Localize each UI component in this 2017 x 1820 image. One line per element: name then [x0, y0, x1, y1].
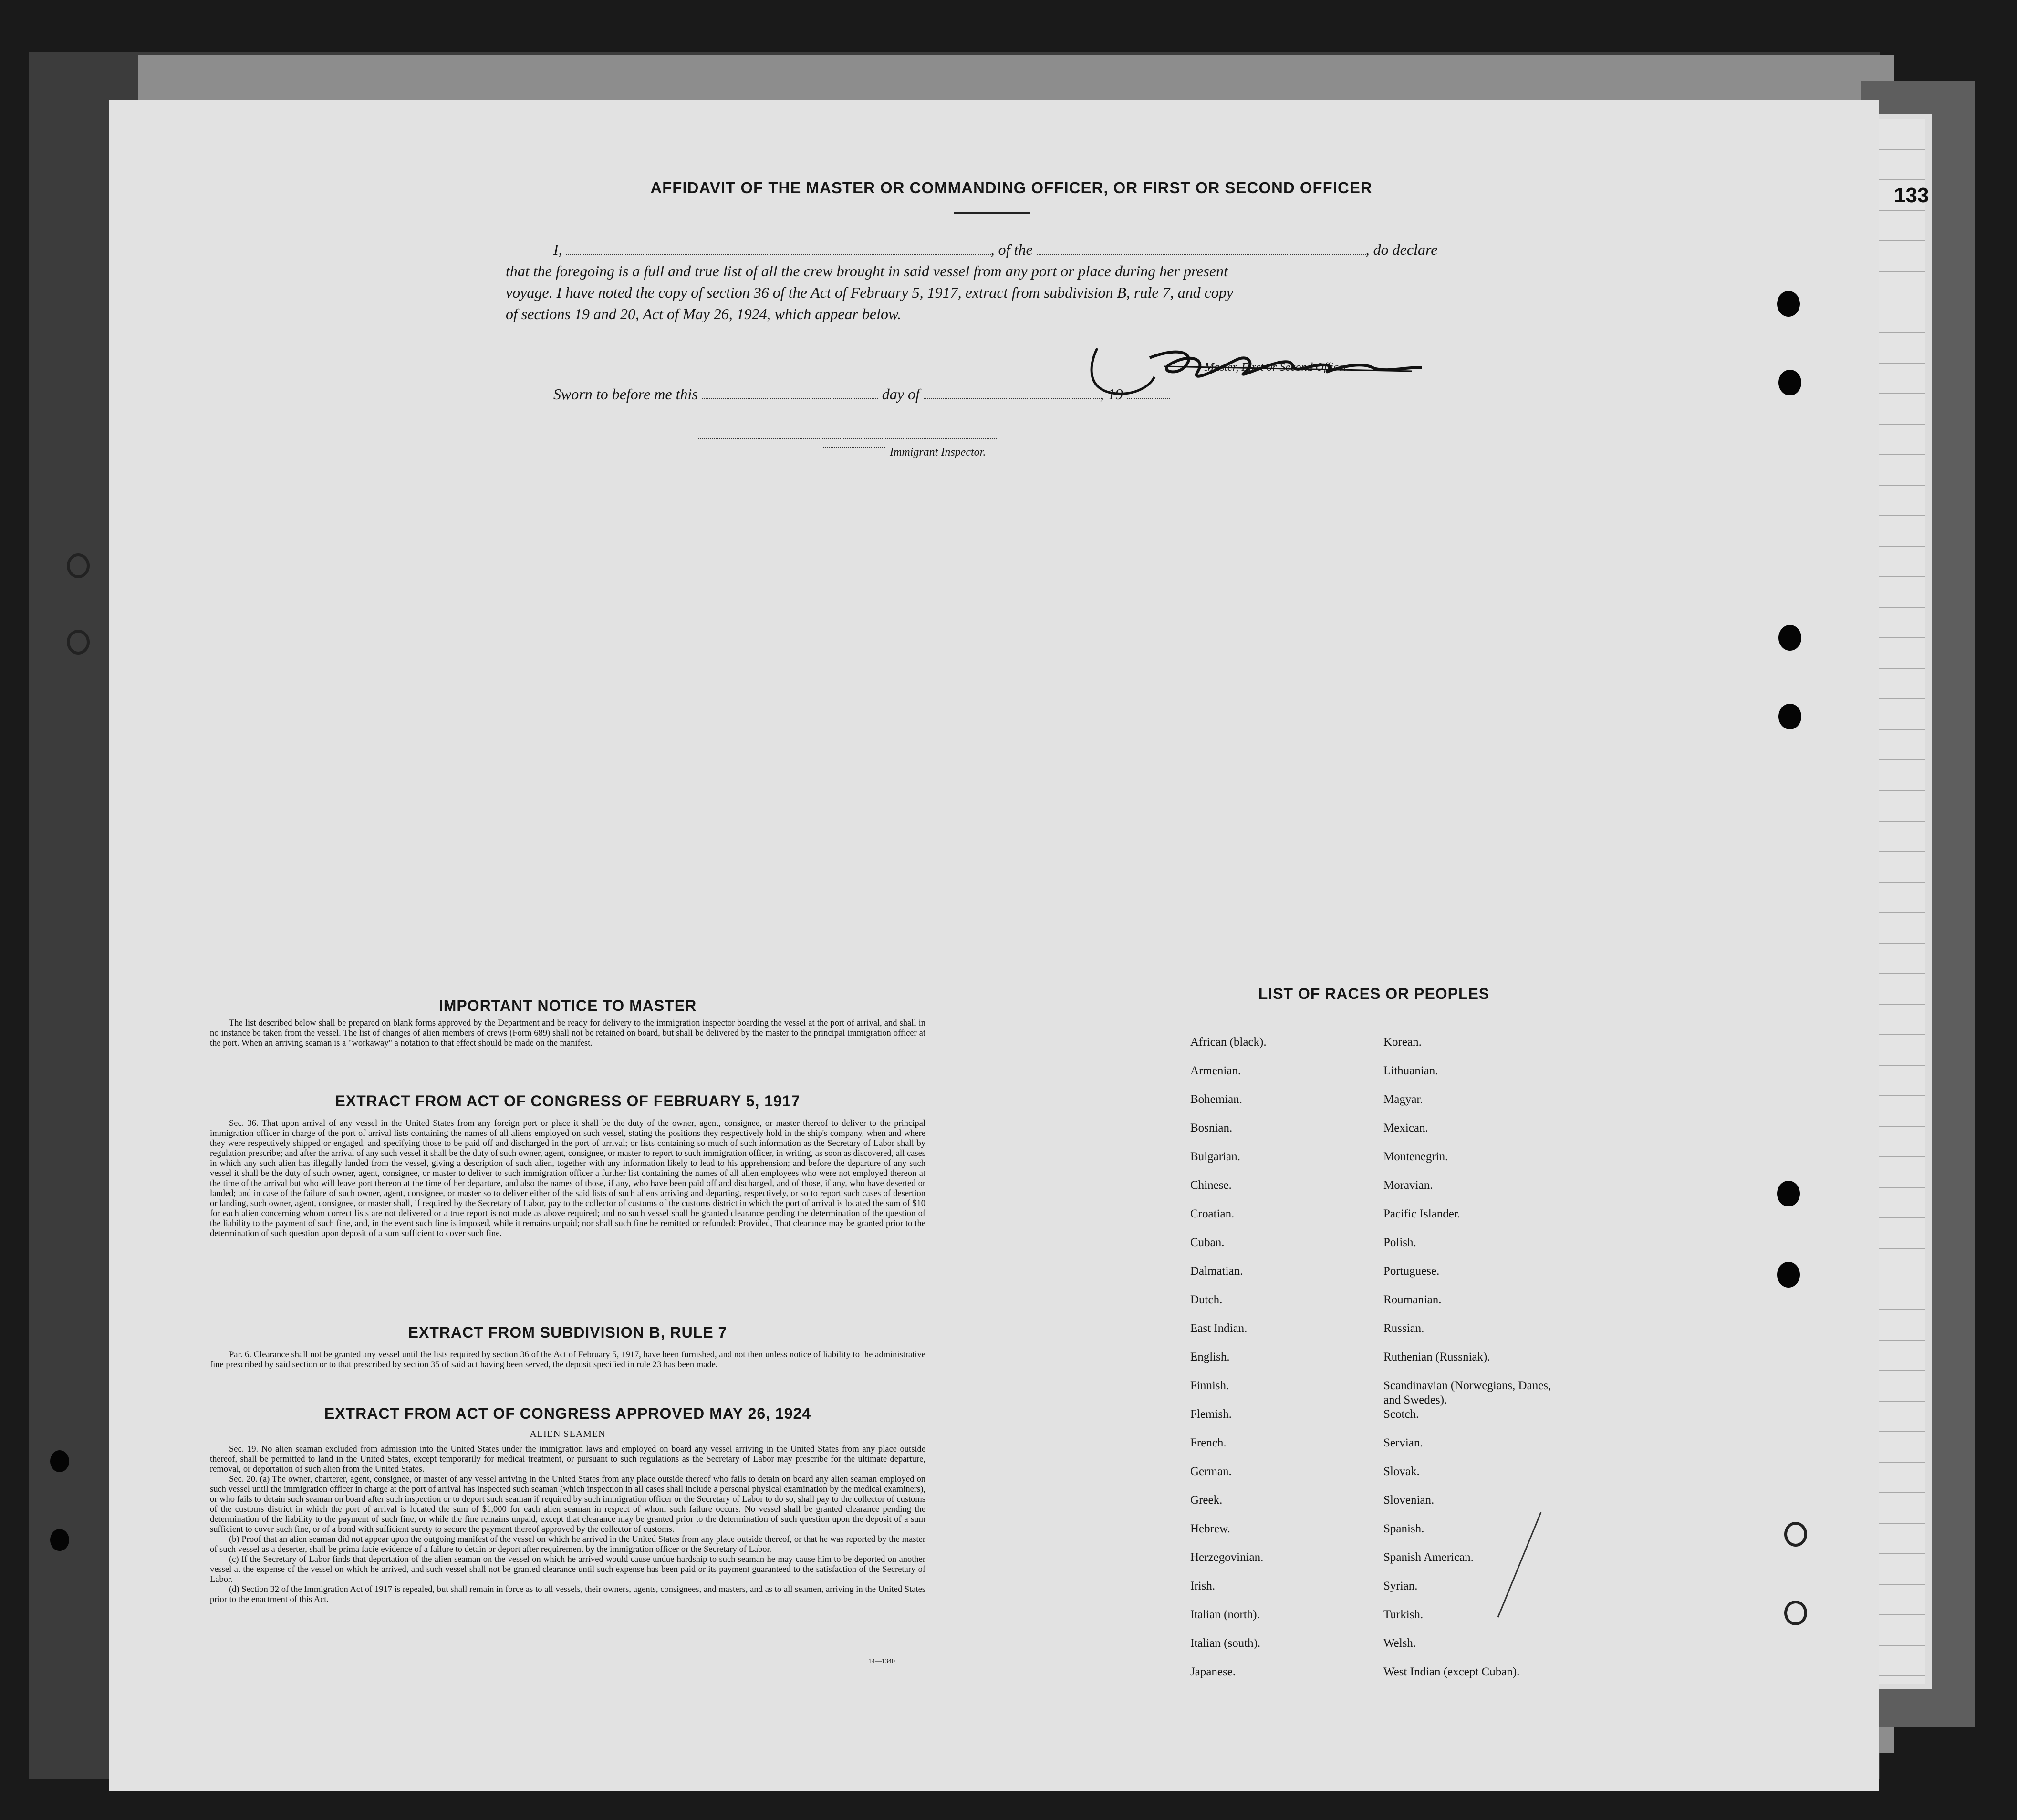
sworn-prefix: Sworn to before me this: [553, 385, 698, 403]
race-item: Italian (north).: [1190, 1608, 1260, 1621]
extract-1924-title: EXTRACT FROM ACT OF CONGRESS APPROVED MAY 26, 1924: [324, 1405, 811, 1422]
race-item: Roumanian.: [1383, 1293, 1442, 1306]
race-item: Dalmatian.: [1190, 1265, 1243, 1278]
punch-hole-ring: [1784, 1522, 1807, 1547]
race-item: Finnish.: [1190, 1379, 1229, 1392]
inspector-signature-line: [697, 438, 997, 439]
race-item: Bosnian.: [1190, 1122, 1233, 1134]
race-item: Spanish American.: [1383, 1551, 1474, 1564]
race-item: English.: [1190, 1351, 1230, 1363]
inspector-dots: [823, 447, 885, 448]
vessel-blank: [1037, 254, 1366, 255]
sec-20a-paragraph: Sec. 20. (a) The owner, charterer, agent, consignee, or master of any vessel arriving in the United States from any place outside thereof who fails to detain on board any alien seaman employed on such vessel until the immigration officer in charge at the port of arrival has inspected such seaman (which inspection in all cases shall include a personal physical examination by the medical examiners), or who fails to detain such seaman on board after such inspection or to deport such seaman if required by such immigration officer or the Secretary of Labor to do so, shall pay to the collector of customs of the customs district in which the port of arrival is located the sum of $1,000 for each alien seaman in respect of whom such failure occurs. No vessel shall be granted clearance pending the determination of the liability to the payment of such fine, or while the fine remains unpaid, except that clearance may be granted prior to the determination of such question upon the deposit of a sum sufficient to cover such fine, or of a bond with sufficient surety to secure the payment thereof approved by the collector of customs.: [210, 1475, 925, 1534]
race-item: Magyar.: [1383, 1093, 1423, 1106]
race-item: Mexican.: [1383, 1122, 1428, 1134]
rule7-paragraph: Par. 6. Clearance shall not be granted any vessel until the lists required by section 36 of the Act of February 5, 1917, have been furnished, and not then unless notice of liability to the administrative fine prescribed by said section or to that prescribed by section 35 of said act having been served, the deposit specified in rule 23 has been made.: [210, 1350, 925, 1370]
race-item: Japanese.: [1190, 1665, 1236, 1678]
race-item: Armenian.: [1190, 1064, 1241, 1077]
race-item: East Indian.: [1190, 1322, 1248, 1335]
race-item: Slovenian.: [1383, 1494, 1435, 1507]
race-item: Flemish.: [1190, 1408, 1232, 1421]
race-item: Polish.: [1383, 1236, 1416, 1249]
race-item: Slovak.: [1383, 1465, 1420, 1478]
punch-hole-ring: [67, 630, 90, 655]
race-item: Hebrew.: [1190, 1522, 1230, 1535]
race-item: French.: [1190, 1436, 1227, 1449]
affidavit-line-2: that the foregoing is a full and true list of all the crew brought in said vessel from any port or place during her present: [506, 262, 1228, 280]
punch-hole: [1777, 291, 1800, 317]
punch-hole: [50, 1529, 69, 1551]
race-item: West Indian (except Cuban).: [1383, 1665, 1520, 1678]
race-item: Servian.: [1383, 1436, 1423, 1449]
notice-text: [210, 1019, 925, 1049]
race-item: Scandinavian (Norwegians, Danes, and Swedes).: [1383, 1379, 1551, 1406]
sec-20c-paragraph: (c) If the Secretary of Labor finds that deportation of the alien seaman on the vessel on which he arrived would cause undue hardship to such seaman he may cause him to be deported on another vessel at the expense of the vessel on which he arrived, and such vessel shall not be granted clearance until such expense has been paid or its payment guaranteed to the satisfaction of the Secretary of Labor.: [210, 1555, 925, 1584]
race-item: African (black).: [1190, 1036, 1267, 1049]
race-item: Russian.: [1383, 1322, 1424, 1335]
punch-hole: [1777, 1262, 1800, 1288]
affidavit-declare: , do declare: [1365, 241, 1438, 258]
races-right-column: [1383, 1035, 1584, 1694]
race-item: Montenegrin.: [1383, 1150, 1448, 1163]
inspector-caption: Immigrant Inspector.: [890, 446, 986, 458]
race-item: Syrian.: [1383, 1580, 1418, 1592]
race-item: Spanish.: [1383, 1522, 1424, 1535]
affidavit-of-the: , of the: [990, 241, 1033, 258]
page-number: 133: [1894, 184, 1929, 207]
race-item: Irish.: [1190, 1580, 1216, 1592]
race-item: Chinese.: [1190, 1179, 1232, 1192]
sworn-line: [553, 385, 1170, 403]
sec-20b-paragraph: (b) Proof that an alien seaman did not appear upon the outgoing manifest of the vessel on which he arrived in the United States from any place outside thereof, or that he was reported by the master of such vessel as a deserter, shall be prima facie evidence of a failure to detain or deport after requirement by the immigration officer or the Secretary of Labor.: [210, 1535, 925, 1554]
extract-1917-title: EXTRACT FROM ACT OF CONGRESS OF FEBRUARY 5, 1917: [335, 1092, 801, 1110]
punch-hole-ring: [67, 553, 90, 578]
race-item: Korean.: [1383, 1036, 1422, 1049]
race-item: Pacific Islander.: [1383, 1207, 1461, 1220]
race-item: Greek.: [1190, 1494, 1223, 1507]
race-item: Italian (south).: [1190, 1637, 1261, 1650]
affidavit-i: I,: [553, 241, 562, 258]
alien-seamen-subtitle: ALIEN SEAMEN: [530, 1429, 606, 1439]
notice-title: IMPORTANT NOTICE TO MASTER: [438, 997, 697, 1014]
sworn-year: , 19: [1100, 385, 1123, 403]
sworn-day-of: day of: [882, 385, 920, 403]
race-item: Dutch.: [1190, 1293, 1223, 1306]
name-blank: [566, 254, 991, 255]
race-item: Herzegovinian.: [1190, 1551, 1264, 1564]
race-item: Ruthenian (Russniak).: [1383, 1351, 1490, 1363]
punch-hole: [50, 1450, 69, 1472]
race-item: Portuguese.: [1383, 1265, 1440, 1278]
race-item: Lithuanian.: [1383, 1064, 1438, 1077]
race-item: Croatian.: [1190, 1207, 1235, 1220]
race-item: Cuban.: [1190, 1236, 1225, 1249]
race-item: German.: [1190, 1465, 1232, 1478]
title-rule: [954, 212, 1030, 214]
sec-19-paragraph: Sec. 19. No alien seaman excluded from admission into the United States under the immigration laws and employed on board any vessel arriving in the United States from any place outside thereof, shall be permitted to land in the United States, except temporarily for medical treatment, or pursuant to such regulations as the Secretary of Labor may prescribe for the ultimate departure, removal, or deportation of such alien from the United States.: [210, 1445, 925, 1474]
month-blank: [924, 398, 1100, 399]
race-item: Welsh.: [1383, 1637, 1416, 1650]
affidavit-line-4: of sections 19 and 20, Act of May 26, 1924, which appear below.: [506, 305, 901, 322]
race-item: Bulgarian.: [1190, 1150, 1240, 1163]
affidavit-line-1: [553, 241, 1437, 259]
rule7-text: [210, 1350, 925, 1370]
extract-1917-paragraph: Sec. 36. That upon arrival of any vessel in the United States from any foreign port or place it shall be the duty of the owner, agent, consignee, or master thereof to deliver to the principal immigration officer in charge of the port of arrival lists containing the names of all aliens employed on such vessel, stating the positions they respectively hold in the ship's company, when and where they were respectively shipped or engaged, and specifying those to be paid off and discharged in the port of arrival; or lists containing so much of such information as the Secretary of Labor shall by regulation prescribe; and after the arrival of any such vessel it shall be the duty of such owner, agent, consignee, or master to report to such immigration officer, in writing, as soon as discovered, all cases in which any such alien has illegally landed from the vessel, giving a description of such alien, together with any information likely to lead to his apprehension; and before the departure of any such vessel it shall be the duty of such owner, agent, consignee, or master to deliver to such immigration officer a further list containing the names of all alien employees who were not employed thereon at the time of the arrival but who will leave port thereon at the time of her departure, and also the names of those, if any, who have been paid off and discharged, and of those, if any, who have deserted or landed; and in case of the failure of such owner, agent, consignee, or master so to deliver either of the said lists of such aliens arriving and departing, respectively, or so to report such cases of desertion or landing, such owner, agent, consignee, or master shall, if required by the Secretary of Labor, pay to the collector of customs of the customs district in which the port of arrival is located the sum of $10 for each alien concerning whom correct lists are not delivered or a true report is not made as above required; and no such vessel shall be granted clearance pending the determination of the question of the liability to the payment of such fine, and, in the event such fine is imposed, while it remains unpaid; nor shall such fine be remitted or refunded: Provided, That clearance may be granted prior to the determination of such question upon deposit of a sum sufficient to cover such fine.: [210, 1119, 925, 1238]
form-number: 14—1340: [868, 1658, 895, 1665]
race-item: Scotch.: [1383, 1408, 1419, 1421]
day-blank: [702, 398, 878, 399]
sec-20d-paragraph: (d) Section 32 of the Immigration Act of 1917 is repealed, but shall remain in force as to all vessels, their owners, agents, consignees, and masters, and as to all seamen, arriving in the United States prior to the enactment of this Act.: [210, 1585, 925, 1604]
punch-hole: [1778, 625, 1801, 651]
races-left-column: [1190, 1035, 1391, 1694]
extract-1924-text: [210, 1445, 925, 1605]
extract-1917-text: [210, 1119, 925, 1239]
punch-hole: [1778, 370, 1801, 395]
race-item: Moravian.: [1383, 1179, 1433, 1192]
race-item: Bohemian.: [1190, 1093, 1243, 1106]
punch-hole: [1778, 704, 1801, 729]
punch-hole-ring: [1784, 1601, 1807, 1625]
punch-hole: [1777, 1181, 1800, 1206]
rule7-title: EXTRACT FROM SUBDIVISION B, RULE 7: [408, 1324, 728, 1341]
year-blank: [1127, 398, 1170, 399]
pencil-mark: [1488, 1508, 1546, 1622]
notice-paragraph: The list described below shall be prepared on blank forms approved by the Department and be ready for delivery to the immigration inspector boarding the vessel at the port of arrival, and shall in no instance be taken from the vessel. The list of changes of alien members of crews (Form 689) shall not be retained on board, but shall be delivered by the master to the principal immigration officer at the port. When an arriving seaman is a "workaway" a notation to that effect should be made on the manifest.: [210, 1019, 925, 1048]
affidavit-title: AFFIDAVIT OF THE MASTER OR COMMANDING OFFICER, OR FIRST OR SECOND OFFICER: [650, 179, 1372, 197]
affidavit-line-3: voyage. I have noted the copy of section 36 of the Act of February 5, 1917, extract from subdivision B, rule 7, and copy: [506, 284, 1233, 301]
signature-caption: Master, First or Second Officer.: [1205, 361, 1350, 374]
races-title: LIST OF RACES OR PEOPLES: [1258, 985, 1490, 1002]
race-item: Turkish.: [1383, 1608, 1424, 1621]
